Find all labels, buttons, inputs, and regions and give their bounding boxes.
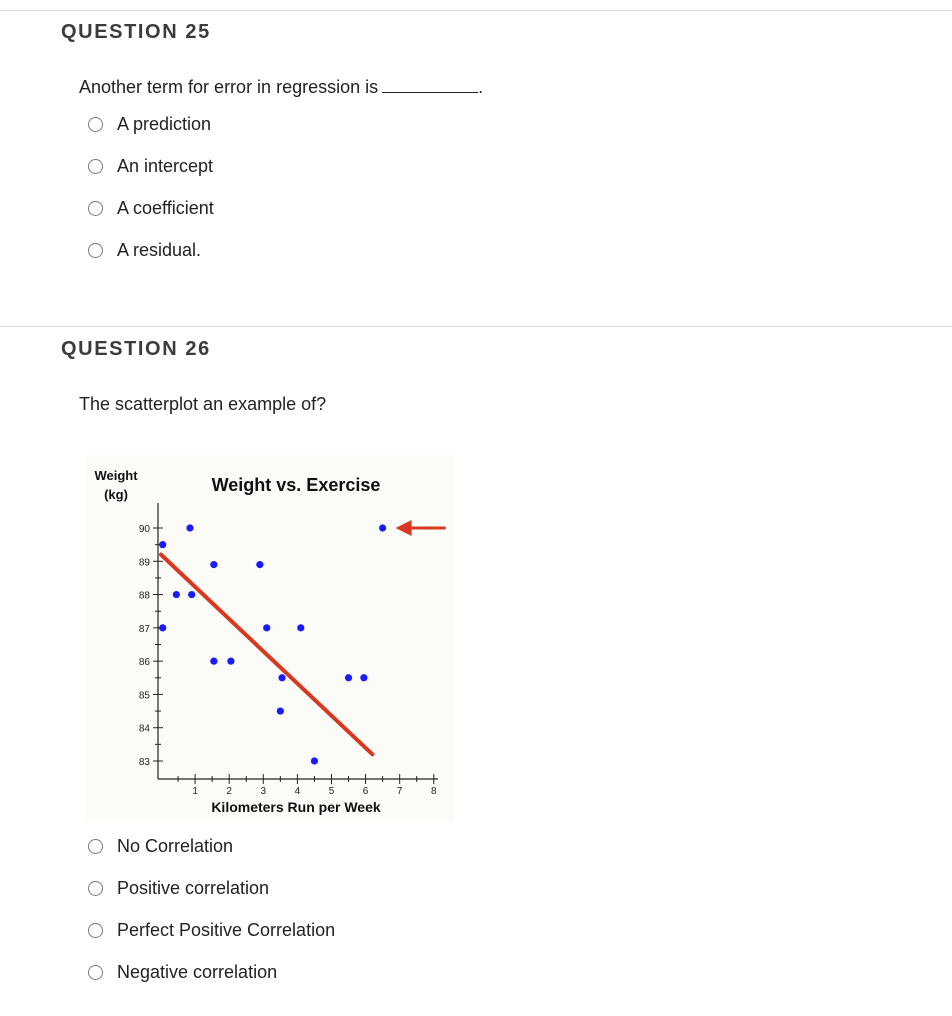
- x-tick-label: 8: [430, 786, 437, 797]
- y-tick-label: 85: [138, 690, 150, 702]
- y-tick-label: 87: [138, 623, 150, 635]
- x-tick-label: 2: [226, 786, 232, 797]
- question-25-prompt: [79, 77, 483, 98]
- data-point: [345, 674, 352, 681]
- y-tick-label: 89: [138, 557, 150, 569]
- q26-option-label: No Correlation: [117, 836, 234, 856]
- q25-option-prediction[interactable]: [88, 112, 212, 136]
- question-26-title: QUESTION 26: [61, 338, 211, 360]
- x-tick-label: 7: [396, 786, 403, 797]
- y-tick-label: 88: [138, 590, 150, 602]
- question-25-prompt-end: .: [478, 77, 484, 97]
- data-point: [263, 624, 270, 631]
- data-point: [159, 624, 166, 631]
- data-point: [186, 524, 193, 531]
- answer-blank: [382, 78, 478, 93]
- x-tick-label: 5: [328, 786, 335, 797]
- q25-radio-coefficient[interactable]: [88, 201, 103, 216]
- q26-option-label: Positive correlation: [117, 878, 270, 898]
- q25-option-coefficient[interactable]: [88, 196, 214, 220]
- q25-option-label: An intercept: [117, 156, 214, 176]
- x-tick-label: 6: [362, 786, 369, 797]
- y-axis-label: (kg): [104, 487, 128, 502]
- data-point: [311, 757, 318, 764]
- q25-option-label: A prediction: [117, 114, 212, 134]
- data-point: [360, 674, 367, 681]
- q26-radio-perfect-positive[interactable]: [88, 923, 103, 938]
- q26-option-positive[interactable]: [88, 876, 270, 900]
- top-divider: [0, 10, 952, 11]
- q25-option-intercept[interactable]: [88, 154, 214, 178]
- q25-option-residual[interactable]: [88, 238, 202, 262]
- q25-option-label: A coefficient: [117, 198, 214, 218]
- data-point: [227, 658, 234, 665]
- y-tick-label: 83: [138, 757, 150, 768]
- q26-radio-no-correlation[interactable]: [88, 839, 103, 854]
- y-tick-label: 84: [138, 723, 150, 735]
- q25-radio-prediction[interactable]: [88, 117, 103, 132]
- q26-option-negative[interactable]: [88, 960, 278, 984]
- y-tick-label: 86: [138, 657, 150, 669]
- x-tick-label: 3: [260, 786, 267, 797]
- q26-option-perfect-positive[interactable]: [88, 918, 336, 942]
- question-divider: [0, 326, 952, 327]
- y-tick-label: 90: [138, 524, 150, 535]
- data-point: [297, 624, 304, 631]
- q25-option-label: A residual.: [117, 240, 202, 260]
- chart-title: Weight vs. Exercise: [211, 475, 381, 495]
- question-25-prompt-text: Another term for error in regression is: [79, 77, 379, 97]
- question-26-prompt: The scatterplot an example of?: [79, 394, 327, 414]
- q25-radio-intercept[interactable]: [88, 159, 103, 174]
- q25-radio-residual[interactable]: [88, 243, 103, 258]
- data-point: [210, 658, 217, 665]
- q26-option-label: Perfect Positive Correlation: [117, 920, 336, 940]
- x-tick-label: 4: [294, 786, 301, 797]
- data-point: [188, 591, 195, 598]
- scatterplot-chart: [86, 455, 454, 820]
- data-point: [256, 561, 263, 568]
- x-axis-label: Kilometers Run per Week: [211, 799, 381, 815]
- question-25-title: QUESTION 25: [61, 21, 211, 43]
- q26-radio-negative[interactable]: [88, 965, 103, 980]
- x-tick-label: 1: [192, 786, 198, 797]
- q26-option-no-correlation[interactable]: [88, 834, 234, 858]
- y-axis-label: Weight: [94, 468, 138, 483]
- data-point: [277, 707, 284, 714]
- data-point: [159, 541, 166, 548]
- q26-option-label: Negative correlation: [117, 962, 278, 982]
- data-point: [379, 524, 386, 531]
- q26-radio-positive[interactable]: [88, 881, 103, 896]
- data-point: [173, 591, 180, 598]
- data-point: [210, 561, 217, 568]
- data-point: [278, 674, 285, 681]
